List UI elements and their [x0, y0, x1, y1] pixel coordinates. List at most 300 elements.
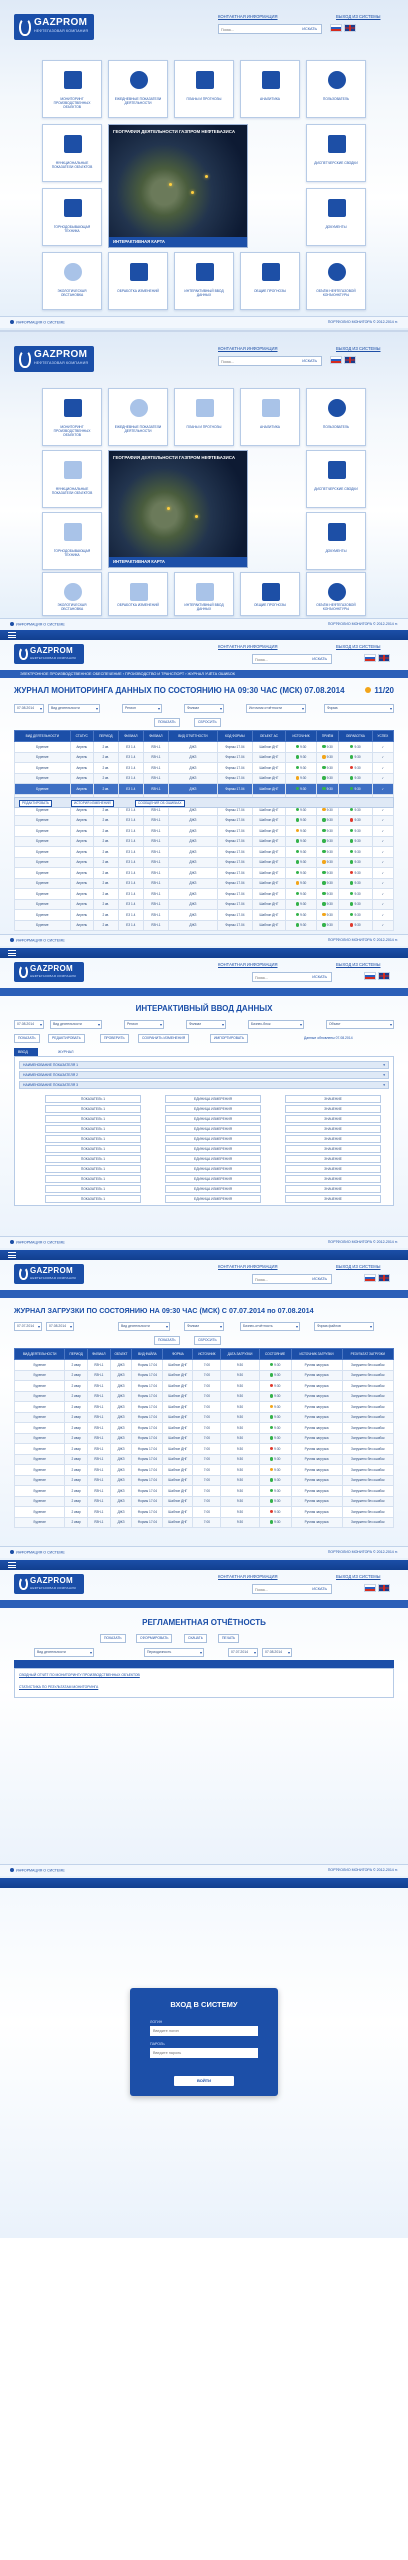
brand-subtitle: НЕФТЕГАЗОВАЯ КОМПАНИЯ — [34, 29, 89, 33]
search-button[interactable]: ИСКАТЬ — [312, 1587, 327, 1591]
status-dot-icon — [270, 1510, 273, 1513]
activity-select[interactable]: Вид деятельности ▾ — [48, 704, 100, 713]
table-cell: 9:30 — [236, 1425, 244, 1430]
date-to-select[interactable]: 07.08.2014 ▾ — [46, 1322, 74, 1331]
menu-icon[interactable] — [8, 1562, 16, 1568]
branch-select[interactable]: Филиал ▾ — [186, 1020, 226, 1029]
tile-documents[interactable]: ДОКУМЕНТЫ — [306, 188, 366, 246]
password-label: ПАРОЛЬ — [150, 2042, 165, 2046]
table-cell: Бурение — [33, 1457, 46, 1462]
value-field[interactable]: ЗНАЧЕНИЕ — [285, 1105, 381, 1113]
column-header[interactable]: КОД ФОРМЫ — [218, 731, 253, 742]
save-button[interactable]: СОХРАНИТЬ ИЗМЕНЕНИЯ — [138, 1034, 189, 1043]
table-row[interactable] — [15, 1507, 394, 1518]
table-row[interactable] — [15, 773, 394, 784]
table-cell: ДЖЗ — [117, 1446, 125, 1451]
show-button[interactable]: ПОКАЗАТЬ — [100, 1634, 126, 1643]
group-2-header[interactable]: НАИМЕНОВАНИЕ ПОКАЗАТЕЛЯ 2 ▾ — [19, 1071, 389, 1079]
table-cell: Бурение — [36, 776, 49, 781]
table-row[interactable] — [15, 826, 394, 837]
status-dot-icon — [270, 1499, 273, 1502]
edit-button[interactable]: РЕДАКТИРОВАТЬ — [48, 1034, 85, 1043]
search-box — [218, 24, 322, 34]
table-row[interactable] — [15, 910, 394, 921]
table-cell: 9:30 — [354, 818, 361, 823]
login-input[interactable] — [150, 2026, 258, 2036]
table-cell: ДЖЗ — [189, 807, 197, 812]
table-cell: Апрель — [76, 902, 88, 907]
table-row[interactable] — [15, 1391, 394, 1402]
tile-daily[interactable]: ЕЖЕДНЕВНЫЕ ПОКАЗАТЕЛИ ДЕЯТЕЛЬНОСТИ — [108, 388, 168, 446]
table-cell: ДЖЗ — [189, 776, 197, 781]
map-marker-icon[interactable] — [167, 507, 170, 510]
tile-daily[interactable]: ЕЖЕДНЕВНЫЕ ПОКАЗАТЕЛИ ДЕЯТЕЛЬНОСТИ — [108, 60, 168, 118]
column-header[interactable]: ВИД ДЕЯТЕЛЬНОСТИ — [15, 731, 71, 742]
tile-functional[interactable]: ФУНКЦИОНАЛЬНЫЕ ПОКАЗАТЕЛИ ОБЪЕКТОВ — [42, 450, 102, 508]
status-dot-icon — [350, 818, 353, 821]
lang-ru-flag-icon[interactable] — [364, 972, 376, 980]
indicator-name: ПОКАЗАТЕЛЬ 1 — [45, 1125, 141, 1133]
reset-button[interactable]: СБРОСИТЬ — [194, 718, 221, 727]
table-cell: Формы 17.04 — [225, 828, 245, 833]
hammer-icon — [64, 523, 82, 541]
table-row[interactable] — [15, 1433, 394, 1444]
table-cell: Шаблон ДНГ — [259, 839, 279, 844]
lang-en-flag-icon[interactable] — [344, 24, 356, 32]
date-from-select[interactable]: 07.07.2014 ▾ — [228, 1648, 258, 1657]
table-cell: Бурение — [36, 902, 49, 907]
table-cell: Ручная загрузка — [304, 1488, 329, 1493]
value-field[interactable]: ЗНАЧЕНИЕ — [285, 1185, 381, 1193]
table-cell: 2 кв. — [102, 881, 110, 886]
column-header[interactable]: ПРИЁМ — [316, 731, 338, 742]
status-dot-icon — [270, 1405, 273, 1408]
table-row[interactable] — [15, 1496, 394, 1507]
search-button[interactable]: ИСКАТЬ — [312, 1277, 327, 1281]
tile-changes[interactable]: ОБРАБОТКА ИЗМЕНЕНИЙ — [108, 572, 168, 616]
table-row[interactable] — [15, 1465, 394, 1476]
map-marker-icon[interactable] — [169, 183, 172, 186]
table-cell: ЯЗН-1 — [94, 1520, 104, 1525]
system-info-link[interactable]: ИНФОРМАЦИЯ О СИСТЕМЕ — [10, 1868, 65, 1873]
logout-link[interactable]: ВЫХОД ИЗ СИСТЕМЫ — [336, 1264, 381, 1269]
column-header[interactable]: СОСТОЯНИЕ — [259, 1349, 291, 1360]
interactive-map[interactable]: ГЕОГРАФИЯ ДЕЯТЕЛЬНОСТИ ГАЗПРОМ НЕФТЕБАЗИСА ИНТЕРАКТИВНАЯ КАРТА — [108, 450, 248, 568]
lang-en-flag-icon[interactable] — [378, 1584, 390, 1592]
date-to-select[interactable]: 07.08.2014 ▾ — [262, 1648, 292, 1657]
import-button[interactable]: ИМПОРТИРОВАТЬ — [210, 1034, 248, 1043]
value-field[interactable]: ЗНАЧЕНИЕ — [285, 1125, 381, 1133]
search-input[interactable] — [255, 1276, 305, 1283]
table-cell: ✓ — [381, 912, 385, 917]
table-cell: 9:30 — [300, 828, 307, 833]
table-row[interactable] — [15, 1381, 394, 1392]
column-header[interactable]: ИСТОЧНИК ЗАГРУЗКИ — [291, 1349, 342, 1360]
menu-icon[interactable] — [8, 950, 16, 956]
show-button[interactable]: ПОКАЗАТЬ — [154, 718, 180, 727]
search-button[interactable]: ИСКАТЬ — [302, 27, 317, 31]
value-field[interactable]: ЗНАЧЕНИЕ — [285, 1135, 381, 1143]
table-cell: ЕЗ 1.4 — [126, 881, 136, 886]
logout-link[interactable]: ВЫХОД ИЗ СИСТЕМЫ — [336, 346, 381, 351]
reports-toolbar — [100, 1634, 320, 1644]
value-field[interactable]: ЗНАЧЕНИЕ — [285, 1115, 381, 1123]
table-cell: Формы 17.04 — [225, 912, 245, 917]
unit-field: ЕДИНИЦА ИЗМЕРЕНИЯ — [165, 1145, 261, 1153]
date-select[interactable]: 07.08.2014 ▾ — [14, 704, 44, 713]
table-cell: ЕЗ 1.4 — [126, 818, 136, 823]
menu-icon[interactable] — [8, 632, 16, 638]
table-cell: ЯЗН-1 — [94, 1467, 104, 1472]
home-screen-variant — [0, 332, 408, 630]
table-row[interactable] — [15, 1412, 394, 1423]
tile-dispatch[interactable]: ДИСПЕТЧЕРСКИЕ СВОДКИ — [306, 124, 366, 182]
table-row[interactable] — [15, 1402, 394, 1413]
column-header[interactable]: ВИД ФАЙЛА — [132, 1349, 163, 1360]
object-select[interactable]: Объект ▾ — [326, 1020, 394, 1029]
map-button[interactable]: ИНТЕРАКТИВНАЯ КАРТА — [109, 557, 247, 567]
tile-user[interactable]: ПОЛЬЗОВАТЕЛЬ — [306, 388, 366, 446]
table-cell: 9:30 — [300, 776, 307, 781]
map-marker-icon[interactable] — [195, 515, 198, 518]
table-cell: Апрель — [76, 755, 88, 760]
system-info-link[interactable]: ИНФОРМАЦИЯ О СИСТЕМЕ — [10, 1240, 65, 1245]
activity-select[interactable]: Вид деятельности ▾ — [118, 1322, 170, 1331]
lang-ru-flag-icon[interactable] — [330, 24, 342, 32]
table-cell: Бурение — [36, 818, 49, 823]
report-select[interactable]: Бизнес-отчётность ▾ — [240, 1322, 300, 1331]
system-info-link[interactable]: ИНФОРМАЦИЯ О СИСТЕМЕ — [10, 320, 65, 325]
table-cell: Шаблон ДНГ — [168, 1436, 188, 1441]
login-label: ЛОГИН — [150, 2020, 163, 2024]
row-action-button[interactable]: РЕДАКТИРОВАТЬ — [19, 800, 52, 807]
system-info-link[interactable]: ИНФОРМАЦИЯ О СИСТЕМЕ — [10, 938, 65, 943]
table-cell: Бурение — [33, 1373, 46, 1378]
table-cell: 2 квар — [71, 1457, 81, 1462]
table-cell: ЕЗ 1.4 — [126, 776, 136, 781]
table-cell: Формы 17.04 — [225, 765, 245, 770]
table-row[interactable] — [15, 1444, 394, 1455]
tile-changes[interactable]: ОБРАБОТКА ИЗМЕНЕНИЙ — [108, 252, 168, 310]
table-row[interactable] — [15, 742, 394, 753]
table-cell: 2 кв. — [102, 744, 110, 749]
table-cell: Формы 17.04 — [137, 1362, 158, 1367]
table-row[interactable] — [15, 920, 394, 931]
value-field[interactable]: ЗНАЧЕНИЕ — [285, 1095, 381, 1103]
lang-en-flag-icon[interactable] — [344, 356, 356, 364]
status-dot-icon — [322, 850, 325, 853]
lang-en-flag-icon[interactable] — [378, 972, 390, 980]
status-dot-icon — [322, 745, 325, 748]
status-dot-icon — [322, 881, 325, 884]
logout-link[interactable]: ВЫХОД ИЗ СИСТЕМЫ — [336, 644, 381, 649]
lang-ru-flag-icon[interactable] — [364, 1584, 376, 1592]
breadcrumb[interactable]: ЭЛЕКТРОННОЕ ПРОИЗВОДСТВЕННОЕ ОБЕСПЕЧЕНИЕ › ПРОИЗВОДСТВО И ТРАНСПОРТ › ЖУРНАЛ УЧЁТА ОШИБОК — [20, 672, 235, 676]
status-dot-icon — [270, 1457, 273, 1460]
value-field[interactable]: ЗНАЧЕНИЕ — [285, 1175, 381, 1183]
print-button[interactable]: ПЕЧАТЬ — [218, 1634, 239, 1643]
status-dot-icon — [296, 745, 299, 748]
lang-ru-flag-icon[interactable] — [364, 1274, 376, 1282]
gazprom-logo[interactable]: GAZPROM НЕФТЕГАЗОВАЯ КОМПАНИЯ — [14, 346, 94, 372]
contacts-link[interactable]: КОНТАКТНАЯ ИНФОРМАЦИЯ — [218, 962, 278, 967]
report-link[interactable]: СТАТИСТИКА ПО РЕЗУЛЬТАТАМ МОНИТОРИНГА — [19, 1685, 99, 1689]
table-row[interactable] — [15, 784, 394, 795]
table-cell: Формы 17.04 — [225, 860, 245, 865]
logout-link[interactable]: ВЫХОД ИЗ СИСТЕМЫ — [336, 1574, 381, 1579]
interactive-map[interactable] — [108, 124, 248, 248]
lang-ru-flag-icon[interactable] — [330, 356, 342, 364]
search-input[interactable] — [255, 1586, 305, 1593]
table-cell: ДЖЗ — [189, 786, 197, 791]
table-cell: Формы 17.04 — [137, 1373, 158, 1378]
page-title: ЖУРНАЛ ЗАГРУЗКИ ПО СОСТОЯНИЮ НА 09:30 ЧАС (МСК) С 07.07.2014 по 07.08.2014 — [14, 1306, 314, 1315]
table-row[interactable] — [15, 1475, 394, 1486]
login-button[interactable]: ВОЙТИ — [174, 2076, 234, 2086]
table-cell: 9:30 — [274, 1425, 281, 1430]
table-cell: 2 квар — [71, 1446, 81, 1451]
tile-market[interactable]: ОБЪЁМ НЕФТЕГАЗОВОЙ КОНЪЮНКТУРЫ — [306, 572, 366, 616]
table-row[interactable] — [15, 1517, 394, 1528]
table-cell: ЯЗН-1 — [94, 1383, 104, 1388]
table-row[interactable] — [15, 878, 394, 889]
table-row[interactable] — [15, 889, 394, 900]
table-row[interactable] — [15, 815, 394, 826]
column-header[interactable]: ФИЛИАЛ — [118, 731, 143, 742]
table-row[interactable] — [15, 847, 394, 858]
tile-documents[interactable]: ДОКУМЕНТЫ — [306, 512, 366, 570]
tile-mining[interactable]: ГОРНОДОБЫВАЮЩАЯ ТЕХНИКА — [42, 512, 102, 570]
date-select[interactable]: 07.08.2014 ▾ — [14, 1020, 44, 1029]
contacts-link[interactable]: КОНТАКТНАЯ ИНФОРМАЦИЯ — [218, 346, 278, 351]
tile-analytics[interactable]: АНАЛИТИКА — [240, 60, 300, 118]
tile-ecology[interactable]: ЭКОЛОГИЧЕСКАЯ ОБСТАНОВКА — [42, 252, 102, 310]
lang-en-flag-icon[interactable] — [378, 1274, 390, 1282]
tile-functional[interactable]: ФУНКЦИОНАЛЬНЫЕ ПОКАЗАТЕЛИ ОБЪЕКТОВ — [42, 124, 102, 182]
branch-select[interactable]: Филиал ▾ — [184, 1322, 224, 1331]
table-cell: Формы 17.04 — [225, 807, 245, 812]
period-select[interactable]: Периодичность ▾ — [144, 1648, 204, 1657]
generate-button[interactable]: СФОРМИРОВАТЬ — [136, 1634, 172, 1643]
tile-mining[interactable]: ГОРНОДОБЫВАЮЩАЯ ТЕХНИКА — [42, 188, 102, 246]
table-row[interactable] — [15, 857, 394, 868]
table-row[interactable] — [15, 1370, 394, 1381]
group-1-header[interactable]: НАИМЕНОВАНИЕ ПОКАЗАТЕЛЯ 1 ▾ — [19, 1061, 389, 1069]
column-header[interactable]: ВИД ДЕЯТЕЛЬНОСТИ — [15, 1349, 65, 1360]
search-button[interactable]: ИСКАТЬ — [312, 657, 327, 661]
tile-user[interactable]: ПОЛЬЗОВАТЕЛЬ — [306, 60, 366, 118]
column-header[interactable]: ВИД ОТЧЁТНОСТИ — [168, 731, 217, 742]
tile-monitoring[interactable]: МОНИТОРИНГ ПРОИЗВОДСТВЕННЫХ ОБЪЕКТОВ — [42, 60, 102, 118]
tile-analytics[interactable]: АНАЛИТИКА — [240, 388, 300, 446]
form-select[interactable]: Форма ▾ — [324, 704, 394, 713]
table-cell: ДЖЗ — [189, 765, 197, 770]
table-cell: 9:30 — [300, 870, 307, 875]
tile-forecasts[interactable]: ОБЩИЕ ПРОГНОЗЫ — [240, 572, 300, 616]
table-row[interactable] — [15, 1423, 394, 1434]
table-cell: ЕЗ 1.4 — [126, 923, 136, 928]
column-header[interactable]: ПЕРИОД — [65, 1349, 88, 1360]
tile-ecology[interactable]: ЭКОЛОГИЧЕСКАЯ ОБСТАНОВКА — [42, 572, 102, 616]
table-cell: 9:30 — [354, 912, 361, 917]
table-cell: ЕЗ 1.4 — [126, 870, 136, 875]
menu-icon[interactable] — [8, 1252, 16, 1258]
column-header[interactable]: ОБРАБОТКА — [339, 731, 373, 742]
show-button[interactable]: ПОКАЗАТЬ — [154, 1336, 180, 1345]
check-button[interactable]: ПРОВЕРИТЬ — [100, 1034, 129, 1043]
tile-plans[interactable]: ПЛАНЫ И ПРОГНОЗЫ — [174, 388, 234, 446]
map-marker-icon[interactable] — [191, 191, 194, 194]
show-button[interactable]: ПОКАЗАТЬ — [14, 1034, 40, 1043]
column-header[interactable]: ФИЛИАЛ — [87, 1349, 110, 1360]
source-select[interactable]: Источник отчётности ▾ — [246, 704, 306, 713]
value-field[interactable]: ЗНАЧЕНИЕ — [285, 1155, 381, 1163]
logout-link[interactable]: ВЫХОД ИЗ СИСТЕМЫ — [336, 962, 381, 967]
block-select[interactable]: Бизнес-блок ▾ — [248, 1020, 304, 1029]
column-header[interactable]: ФИЛИАЛ — [143, 731, 168, 742]
search-input[interactable] — [221, 358, 291, 365]
column-header[interactable]: ПЕРИОД — [93, 731, 118, 742]
table-cell: Апрель — [76, 870, 88, 875]
table-cell: 9:30 — [326, 744, 333, 749]
input-row — [45, 1195, 385, 1203]
system-info-link[interactable]: ИНФОРМАЦИЯ О СИСТЕМЕ — [10, 622, 65, 627]
table-cell: 2 кв. — [102, 891, 110, 896]
logout-link[interactable]: ВЫХОД ИЗ СИСТЕМЫ — [336, 14, 381, 19]
map-button[interactable]: ИНТЕРАКТИВНАЯ КАРТА — [109, 237, 247, 247]
lang-en-flag-icon[interactable] — [378, 654, 390, 662]
table-cell: 9:30 — [274, 1509, 281, 1514]
table-row[interactable] — [15, 1486, 394, 1497]
tile-forecasts[interactable]: ОБЩИЕ ПРОГНОЗЫ — [240, 252, 300, 310]
home-screen — [0, 0, 408, 330]
gazprom-logo[interactable]: GAZPROM НЕФТЕГАЗОВАЯ КОМПАНИЯ — [14, 1574, 84, 1594]
branch-select[interactable]: Филиал ▾ — [184, 704, 224, 713]
column-header[interactable]: ФОРМА — [163, 1349, 193, 1360]
tile-monitoring[interactable]: МОНИТОРИНГ ПРОИЗВОДСТВЕННЫХ ОБЪЕКТОВ — [42, 388, 102, 446]
table-row[interactable] — [15, 1454, 394, 1465]
search-input[interactable] — [255, 656, 305, 663]
table-cell: Шаблон ДНГ — [259, 807, 279, 812]
search-button[interactable]: ИСКАТЬ — [302, 359, 317, 363]
tile-dispatch[interactable]: ДИСПЕТЧЕРСКИЕ СВОДКИ — [306, 450, 366, 508]
tile-input[interactable]: ИНТЕРАКТИВНЫЙ ВВОД ДАННЫХ — [174, 252, 234, 310]
region-select[interactable]: Регион ▾ — [122, 704, 162, 713]
report-link[interactable]: СВОДНЫЙ ОТЧЁТ ПО МОНИТОРИНГУ ПРОИЗВОДСТВЕННЫХ ОБЪЕКТОВ — [19, 1673, 140, 1677]
system-info-link[interactable]: ИНФОРМАЦИЯ О СИСТЕМЕ — [10, 1550, 65, 1555]
file-form-select[interactable]: Форма файлов ▾ — [314, 1322, 374, 1331]
table-cell: Шаблон ДНГ — [168, 1520, 188, 1525]
contacts-link[interactable]: КОНТАКТНАЯ ИНФОРМАЦИЯ — [218, 1264, 278, 1269]
status-dot-icon — [322, 860, 325, 863]
column-header[interactable]: РЕЗУЛЬТАТ ЗАГРУЗКИ — [342, 1349, 393, 1360]
table-row[interactable] — [15, 899, 394, 910]
table-cell: Ручная загрузка — [304, 1362, 329, 1367]
tile-plans[interactable]: ПЛАНЫ И ПРОГНОЗЫ — [174, 60, 234, 118]
info-icon — [10, 1550, 14, 1554]
reset-button[interactable]: СБРОСИТЬ — [194, 1336, 221, 1345]
table-cell: Загружено без ошибок — [351, 1488, 385, 1493]
contacts-link[interactable]: КОНТАКТНАЯ ИНФОРМАЦИЯ — [218, 644, 278, 649]
table-cell: ЯЗН-1 — [151, 881, 161, 886]
column-header[interactable]: ОБЪЕКТ — [110, 1349, 132, 1360]
activity-select[interactable]: Вид деятельности ▾ — [50, 1020, 102, 1029]
activity-select[interactable]: Вид деятельности ▾ — [34, 1648, 94, 1657]
region-select[interactable]: Регион ▾ — [124, 1020, 164, 1029]
lang-ru-flag-icon[interactable] — [364, 654, 376, 662]
line-chart-icon — [262, 71, 280, 89]
unit-field: ЕДИНИЦА ИЗМЕРЕНИЯ — [165, 1175, 261, 1183]
column-header[interactable]: УСПЕХ — [372, 731, 393, 742]
table-cell: 7:00 — [203, 1404, 210, 1409]
tab-journal[interactable]: ЖУРНАЛ — [58, 1050, 74, 1054]
forecast-icon — [262, 583, 280, 601]
status-dot-icon — [350, 850, 353, 853]
download-button[interactable]: СКАЧАТЬ — [184, 1634, 207, 1643]
column-header[interactable]: ОБЪЕКТ АС — [252, 731, 285, 742]
search-button[interactable]: ИСКАТЬ — [312, 975, 327, 979]
gazprom-logo[interactable]: GAZPROM НЕФТЕГАЗОВАЯ КОМПАНИЯ — [14, 644, 84, 664]
flame-icon — [19, 18, 31, 36]
flame-icon — [19, 1577, 28, 1590]
table-cell: ЯЗН-1 — [151, 818, 161, 823]
table-cell: 9:30 — [300, 912, 307, 917]
gazprom-logo[interactable]: GAZPROM НЕФТЕГАЗОВАЯ КОМПАНИЯ — [14, 962, 84, 982]
column-header[interactable]: ИСТОЧНИК — [193, 1349, 221, 1360]
table-row[interactable] — [15, 1360, 394, 1371]
table-cell: 2 кв. — [102, 860, 110, 865]
group-3-header[interactable]: НАИМЕНОВАНИЕ ПОКАЗАТЕЛЯ 3 ▾ — [19, 1081, 389, 1089]
folder-icon — [328, 523, 346, 541]
table-cell: 9:30 — [236, 1404, 244, 1409]
tab-input[interactable]: ВВОД — [14, 1048, 38, 1056]
table-row[interactable] — [15, 752, 394, 763]
value-field[interactable]: ЗНАЧЕНИЕ — [285, 1195, 381, 1203]
table-row[interactable] — [15, 836, 394, 847]
search-input[interactable] — [255, 974, 305, 981]
table-cell: Апрель — [76, 765, 88, 770]
date-from-select[interactable]: 07.07.2014 ▾ — [14, 1322, 42, 1331]
forecast-icon — [262, 263, 280, 281]
table-cell: 9:30 — [236, 1362, 244, 1367]
search-input[interactable] — [221, 26, 291, 33]
password-input[interactable] — [150, 2048, 258, 2058]
table-cell: 9:30 — [326, 870, 333, 875]
column-header[interactable]: ДАТА ЗАГРУЗКИ — [221, 1349, 259, 1360]
brand-name: GAZPROM — [34, 17, 88, 28]
table-cell: 9:30 — [274, 1362, 281, 1367]
contacts-link[interactable]: КОНТАКТНАЯ ИНФОРМАЦИЯ — [218, 1574, 278, 1579]
value-field[interactable]: ЗНАЧЕНИЕ — [285, 1145, 381, 1153]
gazprom-logo[interactable]: GAZPROM НЕФТЕГАЗОВАЯ КОМПАНИЯ — [14, 1264, 84, 1284]
contacts-link[interactable]: КОНТАКТНАЯ ИНФОРМАЦИЯ — [218, 14, 278, 19]
table-row[interactable] — [15, 763, 394, 774]
tile-market[interactable]: ОБЪЁМ НЕФТЕГАЗОВОЙ КОНЪЮНКТУРЫ — [306, 252, 366, 310]
value-field[interactable]: ЗНАЧЕНИЕ — [285, 1165, 381, 1173]
row-action-button[interactable]: СООБЩЕНИЯ ОБ ОШИБКАХ — [135, 800, 185, 807]
table-cell: ЯЗН-1 — [151, 902, 161, 907]
map-marker-icon[interactable] — [205, 175, 208, 178]
table-cell: 2 кв. — [102, 807, 110, 812]
column-header[interactable]: ИСТОЧНИК — [286, 731, 317, 742]
table-cell: ЕЗ 1.4 — [126, 828, 136, 833]
table-row[interactable] — [15, 868, 394, 879]
column-header[interactable]: СТАТУС — [70, 731, 93, 742]
row-action-button[interactable]: ИСТОРИЯ ИЗМЕНЕНИЙ — [71, 800, 114, 807]
table-cell: Апрель — [76, 818, 88, 823]
gazprom-logo[interactable] — [14, 14, 94, 40]
tile-input[interactable]: ИНТЕРАКТИВНЫЙ ВВОД ДАННЫХ — [174, 572, 234, 616]
